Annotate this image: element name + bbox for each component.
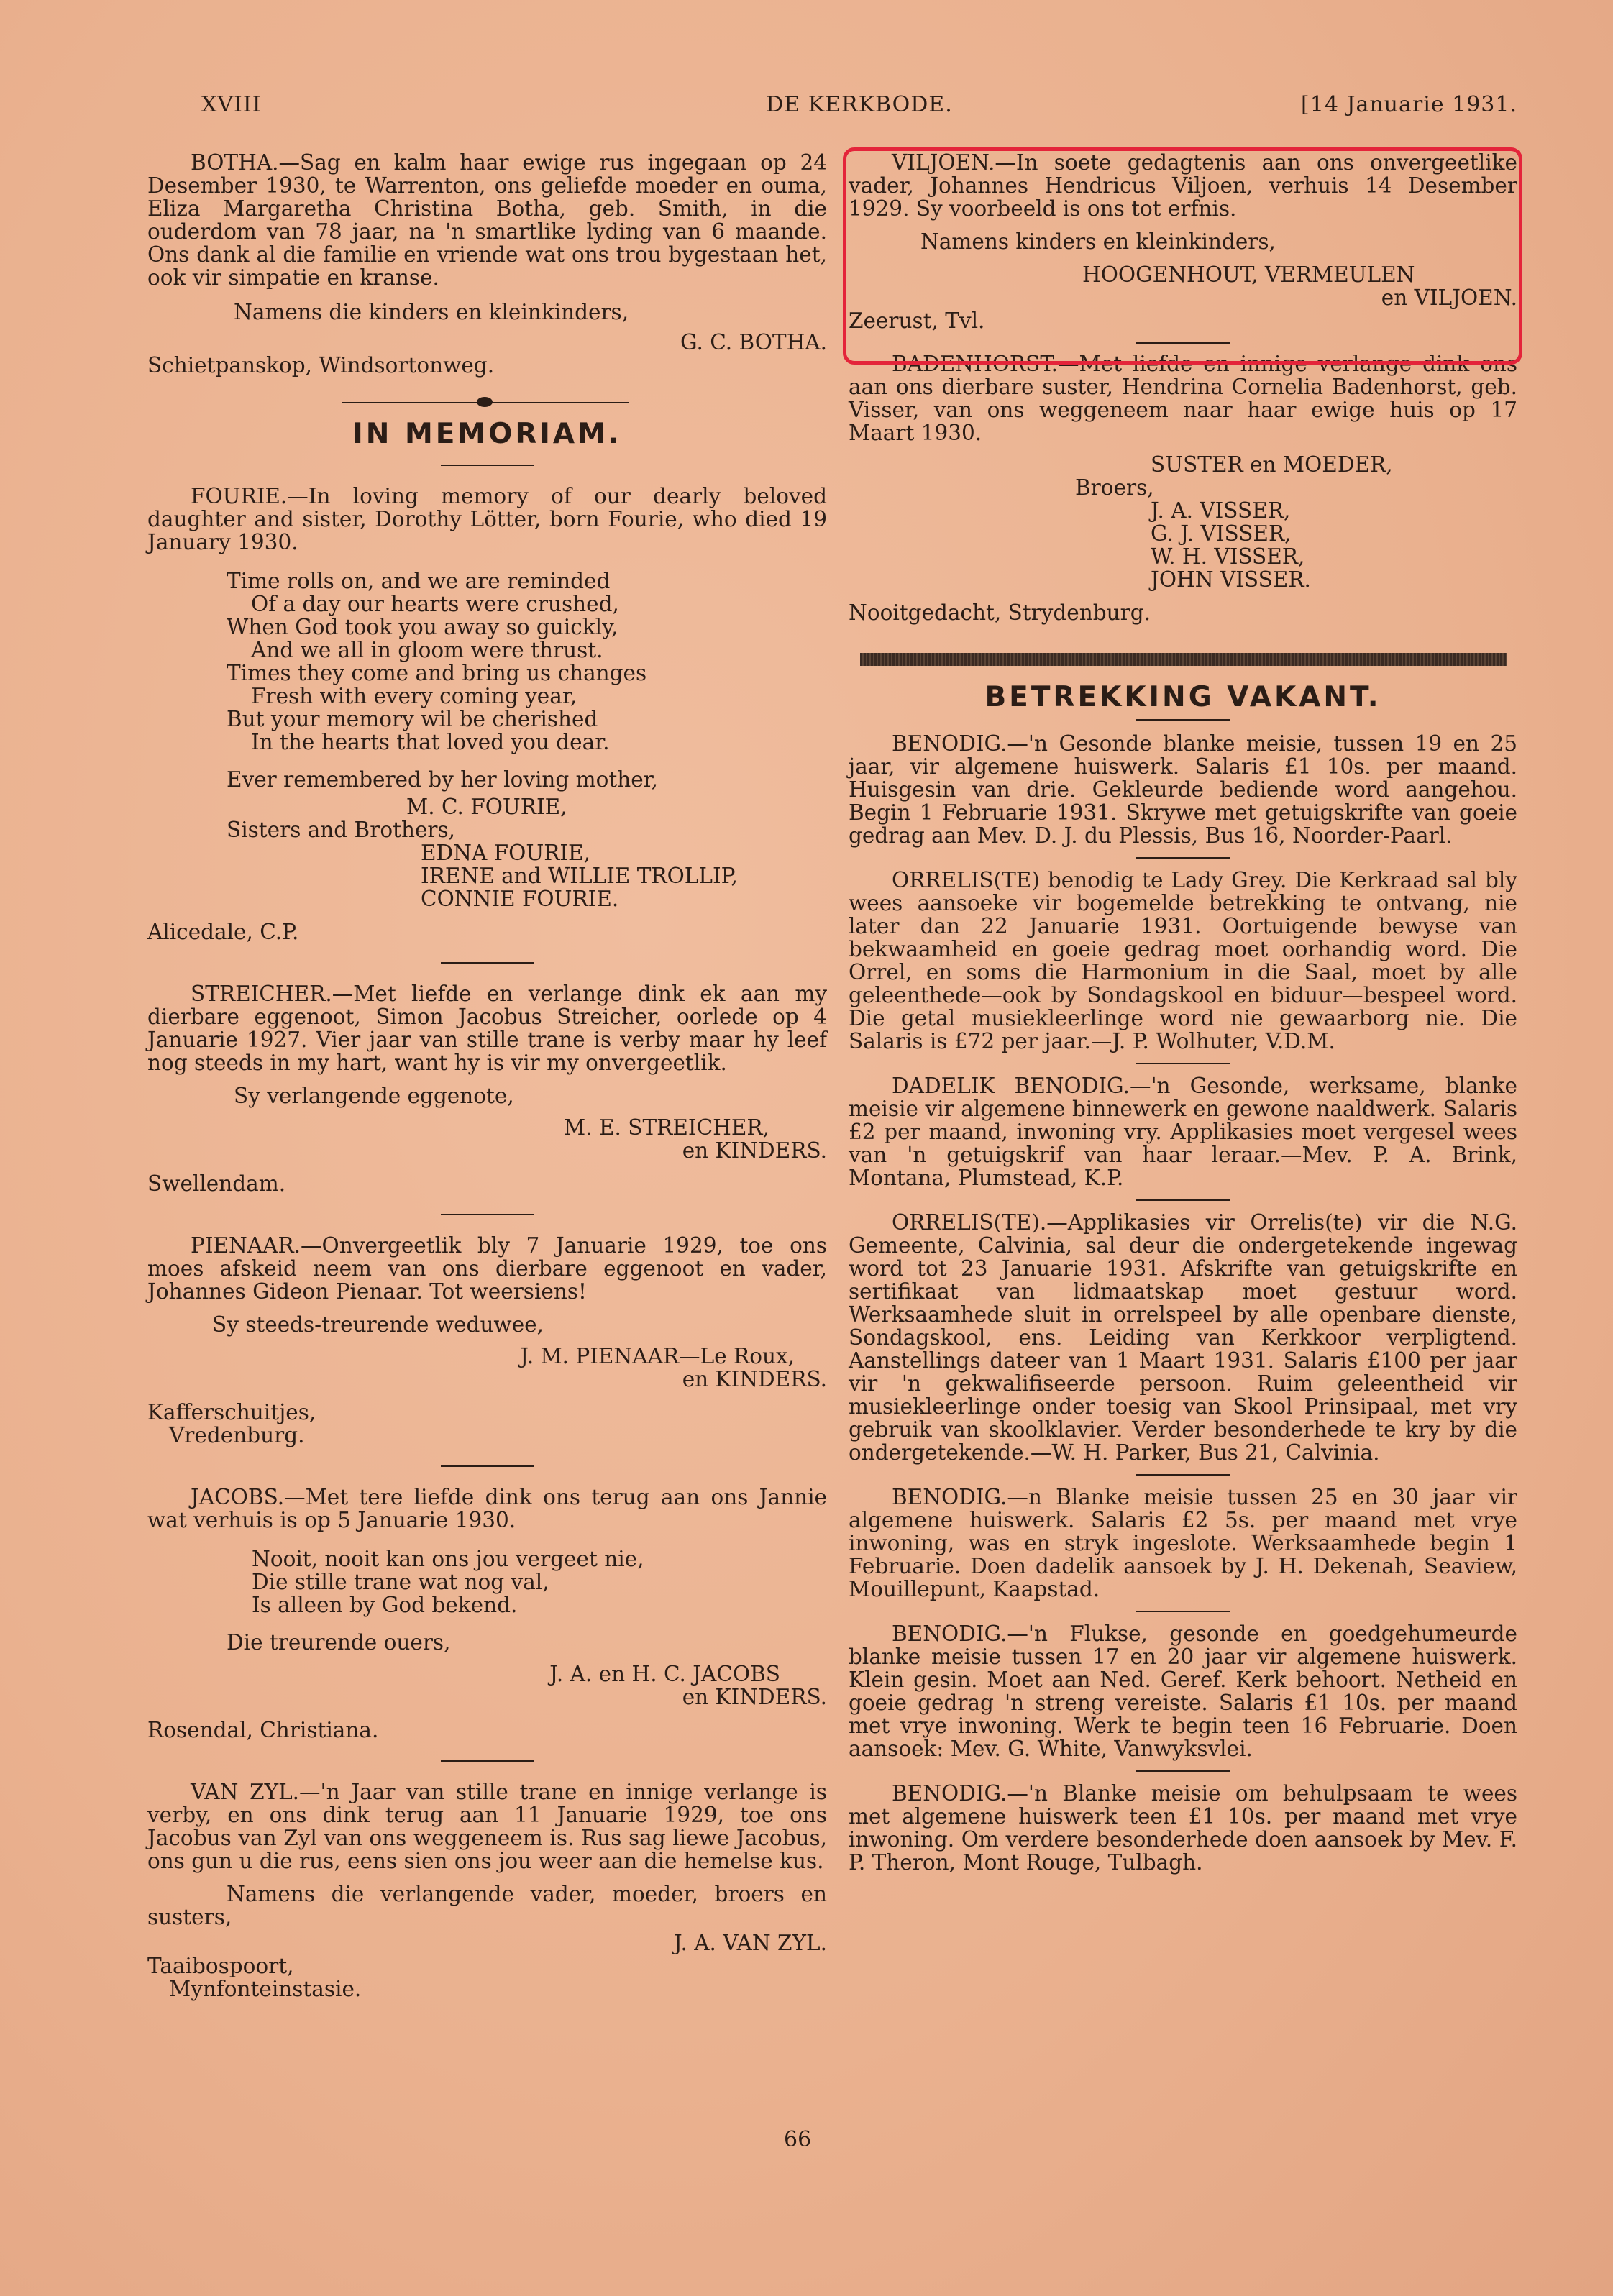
notice-text: FOURIE.—In loving memory of our dearly beloved daughter and sister, Dorothy Lötter, born Fourie, who died 19 January 1930. (147, 484, 827, 554)
left-column (147, 151, 827, 2006)
poem-line: Is alleen by God bekend. (252, 1593, 518, 1617)
notice-text: BADENHORST.—Met liefde en innige verlange dink ons aan ons dierbare suster, Hendrina Cornelia Badenhorst, geb. Visser, van ons weggeneem naar haar ewige huis op 17 Maart 1930. (849, 352, 1517, 445)
poem (252, 1547, 827, 1616)
heavy-rule-divider (860, 653, 1507, 666)
section-number: XVIII (201, 92, 262, 117)
ad-text: BENODIG.—'n Flukse, gesonde en goedgehumeurde blanke meisie tussen 17 en 20 jaar vir algemene huiswerk. Klein gesin. Moet aan Ned. Geref. Kerk behoort. Netheid en goeie gedrag 'n streng vereiste. Salaris £1 10s. per maand met vrye inwoning. Werk te begin teen 16 Februarie. Doen aansoek: Mev. G. White, Vanwyksvlei. (849, 1622, 1517, 1761)
divider (1136, 719, 1230, 721)
ad-text: BENODIG.—'n Gesonde blanke meisie, tussen 19 en 25 jaar, vir algemene huiswerk. Salaris £1 10s. per maand. Huisgesin van drie. Gekleurde bediende word aangehou. Begin 1 Februarie 1931. Skrywe met getuigskrifte van goeie gedrag aan Mev. D. J. du Plessis, Bus 16, Noorder-Paarl. (849, 731, 1517, 848)
notice-from: Die treurende ouers, (227, 1630, 451, 1655)
notice-signature: M. C. FOURIE, (406, 795, 567, 819)
notice-siblings-label: Sisters and Brothers, (227, 818, 456, 842)
notice-text: STREICHER.—Met liefde en verlange dink ek aan my dierbare eggenoot, Simon Jacobus Streicher, oorlede op 4 Januarie 1927. Vier jaar van stille trane is verby maar hy leef nog steeds in my hart, want hy is vir my onvergeetlik. (147, 982, 827, 1075)
ad-text: ORRELIS(TE).—Applikasies vir Orrelis(te) vir die N.G. Gemeente, Calvinia, sal deur die ondergetekende ingewag word tot 23 Januarie 1931. Afskrifte van getuigskrifte en sertifikaat van lidmaatskap moet gestuur word. Werksaamhede sluit in orrelspeel by alle openbare dienste, Sondagskool, ens. Leiding van Kerkkoor verpligtend. Aanstellings dateer van 1 Maart 1931. Salaris £100 per jaar vir 'n gekwalifiseerde persoon. Ruim geleentheid vir musiekleerlinge onder toesig van Skool Prinsipaal, met vry gebruik van skoolklavier. Verder besonderhede te kry by die ondergetekende.—W. H. Parker, Bus 21, Calvinia. (849, 1210, 1517, 1465)
poem-line: But your memory wil be cherished (227, 707, 598, 731)
notice-fourie (147, 485, 827, 943)
publication-title: DE KERKBODE. (766, 92, 953, 117)
notice-botha (147, 151, 827, 377)
notice-place: Vredenburg. (169, 1423, 305, 1447)
divider (1136, 857, 1230, 859)
notice-van-zyl (147, 1780, 827, 2000)
poem-line: Nooit, nooit kan ons jou vergeet nie, (252, 1547, 644, 1571)
notice-brother: J. A. VISSER, (1151, 498, 1291, 523)
notice-signature: en KINDERS. (682, 1367, 827, 1391)
notice-signature: en KINDERS. (682, 1685, 827, 1709)
notice-signature: J. A. VAN ZYL. (673, 1931, 827, 1955)
ad-item (849, 1486, 1517, 1601)
notice-place: Nooitgedacht, Strydenburg. (849, 600, 1151, 625)
notice-pienaar (147, 1234, 827, 1447)
ad-text: BENODIG.—'n Blanke meisie om behulpsaam te wees met algemene huiswerk teen £1 10s. per maand met vrye inwoning. Om verdere besonderhede doen aansoek by Mev. F. P. Theron, Mont Rouge, Tulbagh. (849, 1781, 1517, 1875)
notice-on-behalf: Namens die kinders en kleinkinders, (234, 300, 629, 324)
notice-text: JACOBS.—Met tere liefde dink ons terug aan ons Jannie wat verhuis is op 5 Januarie 1930. (147, 1485, 827, 1532)
ad-item (849, 1622, 1517, 1760)
notice-place: Zeerust, Tvl. (849, 308, 985, 333)
highlight-box (843, 147, 1522, 365)
ad-item (849, 869, 1517, 1053)
poem-line: In the hearts that loved you dear. (251, 730, 610, 754)
divider (1136, 1770, 1230, 1772)
ad-text: ORRELIS(TE) benodig te Lady Grey. Die Kerkraad sal bly wees aansoeke vir bogemelde betrekking te ontvang, nie later dan 22 Januarie 1931. Oortuigende bewyse van bekwaamheid en goeie gedrag moet oorhandig word. Die Orrel, en soms die Harmonium in die Saal, moet by alle geleenthede—ook by Sondagskool en biduur—bespeel word. Die getal musiekleerlinge word nie gewaarborg nie. Die Salaris is £72 per jaar.—J. P. Wolhuter, V.D.M. (849, 868, 1517, 1053)
poem-line: Time rolls on, and we are reminded (227, 569, 611, 593)
divider (441, 962, 534, 964)
page-number: 66 (784, 2127, 812, 2152)
notice-sibling: IRENE and WILLIE TROLLIP, (421, 864, 738, 888)
ornament-divider (147, 395, 827, 410)
notice-place: Rosendal, Christiana. (147, 1718, 379, 1742)
divider (441, 465, 534, 466)
section-title-vacancies: BETREKKING VAKANT. (984, 681, 1381, 713)
notice-signature: G. C. BOTHA. (680, 330, 827, 355)
notice-jacobs (147, 1486, 827, 1742)
notice-badenhorst (849, 352, 1517, 624)
notice-sibling: CONNIE FOURIE. (421, 887, 619, 911)
notice-signature: en VILJOEN. (1381, 285, 1517, 310)
poem-line: Fresh with every coming year, (251, 684, 577, 708)
poem-line: And we all in gloom were thrust. (251, 638, 603, 662)
notice-sibling: EDNA FOURIE, (421, 841, 590, 865)
divider (1136, 1611, 1230, 1612)
ornament-icon (477, 397, 493, 407)
notice-brother: W. H. VISSER, (1151, 544, 1305, 569)
divider (1136, 1199, 1230, 1201)
poem-line: Of a day our hearts were crushed, (251, 592, 619, 616)
divider (441, 1214, 534, 1215)
poem-line: Die stille trane wat nog val, (252, 1570, 549, 1594)
notice-signature: HOOGENHOUT, VERMEULEN (1082, 262, 1415, 287)
notice-place: Mynfonteinstasie. (169, 1977, 362, 2001)
notice-text: VILJOEN.—In soete gedagtenis aan ons onvergeetlike vader, Johannes Hendricus Viljoen, verhuis 14 Desember 1929. Sy voorbeeld is ons tot erfnis. (849, 150, 1517, 221)
notice-text: VAN ZYL.—'n Jaar van stille trane en innige verlange is verby, en ons dink terug aan 11 Januarie 1929, toe ons Jacobus van Zyl van ons weggeneem is. Rus sag liewe Jacobus, ons gun u die rus, eens sien ons jou weer aan die hemelse kus. (147, 1780, 827, 1873)
notice-on-behalf: Namens die verlangende vader, moeder, broers en susters, (147, 1882, 827, 1929)
page-header (201, 92, 1517, 128)
ad-item (849, 1782, 1517, 1874)
notice-brothers-label: Broers, (1075, 475, 1154, 500)
divider (441, 1465, 534, 1467)
notice-signature: J. A. en H. C. JACOBS (549, 1662, 780, 1686)
notice-signature: en KINDERS. (682, 1138, 827, 1163)
notice-from: SUSTER en MOEDER, (1151, 452, 1393, 477)
notice-signature: M. E. STREICHER, (564, 1115, 769, 1140)
notice-remembered: Ever remembered by her loving mother, (227, 767, 658, 792)
notice-place: Kafferschuitjes, (147, 1400, 316, 1424)
notice-on-behalf: Namens kinders en kleinkinders, (920, 229, 1276, 254)
notice-place: Swellendam. (147, 1171, 286, 1196)
notice-streicher (147, 982, 827, 1195)
right-column (849, 151, 1517, 1880)
divider (441, 1760, 534, 1762)
ad-item (849, 1211, 1517, 1464)
notice-text: BOTHA.—Sag en kalm haar ewige rus ingegaan op 24 Desember 1930, te Warrenton, ons geliefde moeder en ouma, Eliza Margaretha Christina Botha, geb. Smith, in die ouderdom van 78 jaar, na 'n smartlike lyding van 6 maande. Ons dank al die familie en vriende wat ons trou bygestaan het, ook vir simpatie en kranse. (147, 150, 827, 290)
notice-brother: G. J. VISSER, (1151, 521, 1292, 546)
poem (227, 570, 827, 754)
ad-item (849, 732, 1517, 847)
notice-place: Schietpanskop, Windsortonweg. (147, 353, 495, 378)
notice-from: Sy verlangende eggenote, (234, 1084, 514, 1108)
notice-from: Sy steeds-treurende weduwee, (212, 1312, 544, 1337)
ad-text: DADELIK BENODIG.—'n Gesonde, werksame, blanke meisie vir algemene binnewerk en gewone naaldwerk. Salaris £2 per maand, inwoning vry. Applikasies moet vergesel wees van 'n getuigskrif van haar leraar.—Mev. P. A. Brink, Montana, Plumstead, K.P. (849, 1074, 1517, 1190)
notice-brother: JOHN VISSER. (1151, 567, 1311, 592)
notice-signature: J. M. PIENAAR—Le Roux, (520, 1344, 795, 1368)
poem-line: When God took you away so guickly, (227, 615, 618, 639)
issue-date: [14 Januarie 1931. (1301, 92, 1517, 117)
divider (1136, 1474, 1230, 1476)
notice-place: Alicedale, C.P. (147, 920, 299, 944)
section-title-in-memoriam: IN MEMORIAM. (352, 418, 622, 450)
poem-line: Times they come and bring us changes (227, 661, 647, 685)
divider (1136, 1063, 1230, 1064)
notice-place: Taaibospoort, (147, 1954, 294, 1978)
ad-item (849, 1074, 1517, 1189)
notice-text: PIENAAR.—Onvergeetlik bly 7 Januarie 1929, toe ons moes afskeid neem van ons dierbare eggenoot en vader, Johannes Gideon Pienaar. Tot weersiens! (147, 1233, 827, 1304)
ad-text: BENODIG.—n Blanke meisie tussen 25 en 30 jaar vir algemene huiswerk. Salaris £2 5s. per maand met vrye inwoning, was en stryk ingeslote. Werksaamhede begin 1 Februarie. Doen dadelik aansoek by J. H. Dekenah, Seaview, Mouillepunt, Kaapstad. (849, 1485, 1517, 1601)
